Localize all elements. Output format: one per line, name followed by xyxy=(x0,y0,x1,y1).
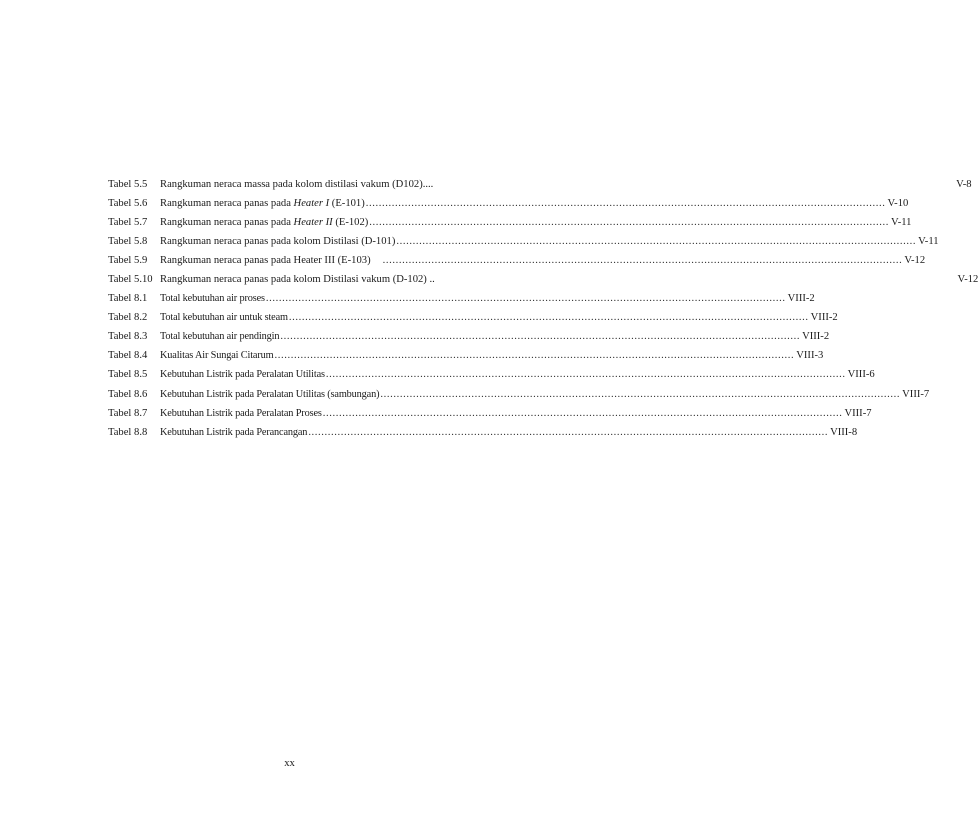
toc-entry-title-text: Rangkuman neraca panas pada Heater III (E-103) xyxy=(160,255,371,267)
toc-entry-number: Tabel 5.6 xyxy=(108,198,148,210)
toc-entry-title-text: Kebutuhan Listrik pada Peralatan Utilitas (sambungan) xyxy=(160,388,380,400)
toc-entry-title xyxy=(160,270,435,289)
toc-entry-number: Tabel 8.8 xyxy=(108,426,148,438)
toc-entry-number: Tabel 5.9 xyxy=(108,255,148,267)
toc-entry xyxy=(108,270,978,289)
toc-entry-title-text: Rangkuman neraca panas pada xyxy=(160,217,294,229)
toc-entry-page: V-10 xyxy=(887,198,909,210)
toc-entry-title-text: Rangkuman neraca panas pada kolom Distilasi vakum (D-102) .. xyxy=(160,274,435,286)
toc-dot-leader xyxy=(380,385,900,404)
toc-dot-leader xyxy=(369,213,889,232)
toc-entry-page: VIII-3 xyxy=(796,350,824,362)
toc-entry-number: Tabel 8.1 xyxy=(108,293,148,305)
toc-entry-number: Tabel 8.4 xyxy=(108,350,148,362)
toc-entry xyxy=(108,213,912,232)
toc-entry-page: V-8 xyxy=(956,179,972,190)
toc-entry xyxy=(108,232,939,251)
toc-entry-title xyxy=(160,385,379,404)
toc-entry-page: V-11 xyxy=(891,217,912,229)
toc-entry-title-text: Rangkuman neraca panas pada xyxy=(160,198,294,210)
toc-entry-page: VIII-7 xyxy=(844,407,872,419)
toc-entry xyxy=(108,385,930,404)
toc-entry-number: Tabel 5.5 xyxy=(108,179,148,190)
toc-dot-leader xyxy=(326,365,846,384)
toc-entry-title xyxy=(160,213,368,232)
toc-entry-number: Tabel 5.7 xyxy=(108,217,148,229)
toc-entry-title xyxy=(160,346,274,365)
toc-entry-title-text: Rangkuman neraca panas pada kolom Distilasi (D-101) xyxy=(160,236,396,248)
toc-entry xyxy=(108,289,815,308)
toc-dot-leader xyxy=(275,346,795,365)
toc-entry xyxy=(108,346,824,365)
toc-entry-title xyxy=(160,423,307,442)
toc-entry-title xyxy=(160,175,433,194)
toc-entry-number: Tabel 8.3 xyxy=(108,331,148,343)
toc-entry-page: V-11 xyxy=(918,236,939,248)
toc-entry-title xyxy=(160,289,265,308)
toc-entry-number: Tabel 8.5 xyxy=(108,369,148,381)
toc-entry-title xyxy=(160,327,279,346)
toc-entry-title-text: Rangkuman neraca massa pada kolom distilasi vakum (D102).... xyxy=(160,179,434,190)
toc-entry-number: Tabel 5.8 xyxy=(108,236,148,248)
toc-entry-page: V-12 xyxy=(957,274,978,286)
toc-dot-leader xyxy=(323,404,843,423)
toc-entry-title-emphasis: Heater I xyxy=(293,198,330,210)
toc-dot-leader xyxy=(308,423,828,442)
toc-entry xyxy=(108,175,972,194)
toc-entry xyxy=(108,404,872,423)
toc-entry-title-text: Total kebutuhan air pendingin xyxy=(160,331,280,343)
toc-entry-page: VIII-8 xyxy=(830,426,858,438)
toc-entry-number: Tabel 8.6 xyxy=(108,388,148,400)
toc-entry-page: V-12 xyxy=(904,255,926,267)
toc-entry-title xyxy=(160,404,322,423)
toc-entry-page: VIII-7 xyxy=(902,388,930,400)
toc-entry-title-text: Kebutuhan Listrik pada Perancangan xyxy=(160,426,308,438)
toc-entry-title-text: Kualitas Air Sungai Citarum xyxy=(160,350,274,362)
toc-entry-page: VIII-2 xyxy=(787,293,815,305)
page-number: xx xyxy=(284,758,295,769)
toc-entry-page: VIII-2 xyxy=(802,331,830,343)
toc-entry-title xyxy=(160,365,325,384)
toc-entry xyxy=(108,194,909,213)
toc-entry-title xyxy=(160,251,371,270)
toc-entry-title-text: Total kebutuhan air untuk steam xyxy=(160,312,288,324)
toc-entry xyxy=(108,365,875,384)
toc-entry-title-text: (E-101) xyxy=(329,198,365,210)
toc-entry-number: Tabel 8.2 xyxy=(108,312,148,324)
toc-dot-leader xyxy=(396,232,916,251)
toc-dot-leader xyxy=(280,327,800,346)
toc-entry-title-text: Kebutuhan Listrik pada Peralatan Proses xyxy=(160,407,322,419)
toc-entry-title xyxy=(160,308,288,327)
toc-entry-title xyxy=(160,232,395,251)
toc-entry-page: VIII-2 xyxy=(810,312,838,324)
toc-entry xyxy=(108,423,858,442)
toc-dot-leader xyxy=(383,251,903,270)
toc-dot-leader xyxy=(289,308,809,327)
toc-entry-title-text: Kebutuhan Listrik pada Peralatan Utilitas xyxy=(160,369,325,381)
toc-entry-title-text: (E-102) xyxy=(332,217,369,229)
toc-dot-leader xyxy=(266,289,786,308)
toc-dot-leader xyxy=(366,194,886,213)
toc-entry-title xyxy=(160,194,365,213)
toc-entry xyxy=(108,251,926,270)
toc-entry xyxy=(108,327,830,346)
table-of-contents xyxy=(108,175,978,442)
toc-entry-page: VIII-6 xyxy=(847,369,875,381)
toc-entry-number: Tabel 5.10 xyxy=(108,274,153,286)
toc-entry xyxy=(108,308,838,327)
toc-entry-title-emphasis: Heater II xyxy=(293,217,333,229)
toc-entry-title-text: Total kebutuhan air proses xyxy=(160,293,265,305)
toc-entry-number: Tabel 8.7 xyxy=(108,407,148,419)
